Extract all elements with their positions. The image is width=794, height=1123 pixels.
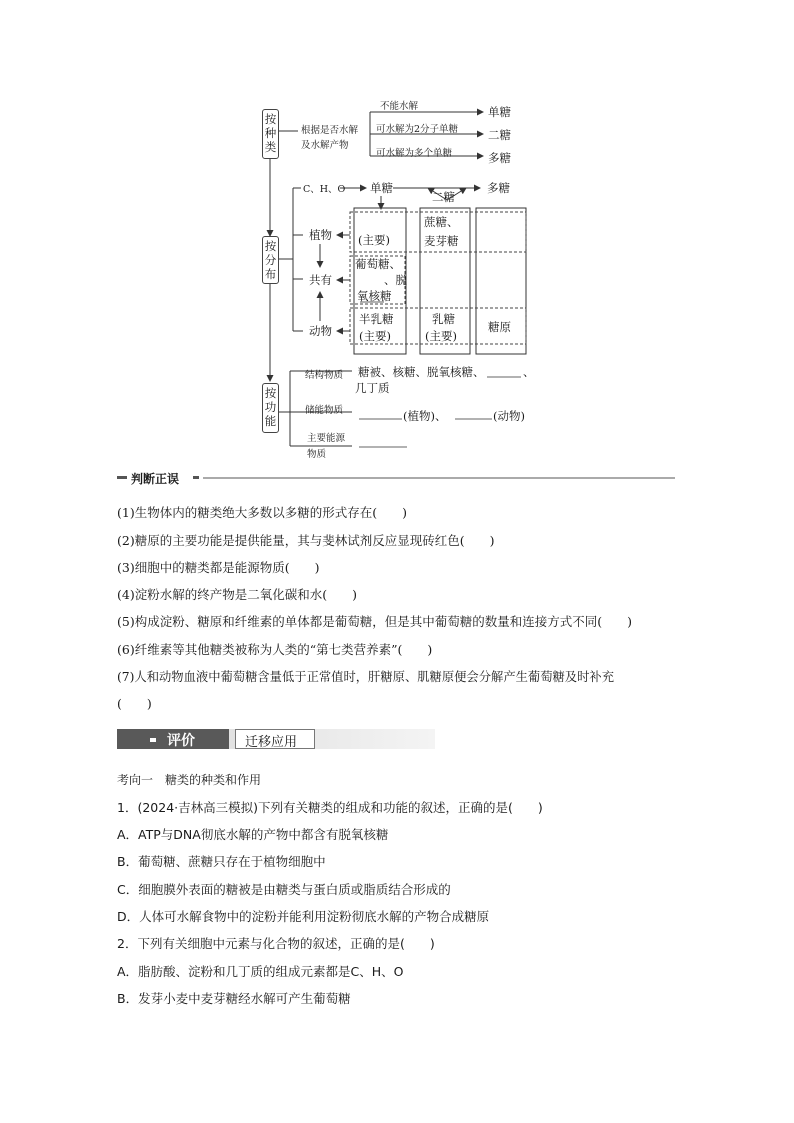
result-poly: 多糖 bbox=[488, 151, 511, 165]
common-cell-3: 氧核糖 bbox=[357, 289, 392, 303]
eval-label: 迁移应用 bbox=[245, 735, 298, 750]
plant-mono-cell: (主要) bbox=[358, 233, 390, 247]
result-di: 二糖 bbox=[488, 128, 511, 142]
func-energy-1: 主要能源 bbox=[307, 433, 346, 444]
elements-cho: C、H、O bbox=[303, 184, 346, 195]
animal-mono-cell-2: (主要) bbox=[359, 329, 391, 343]
basis-text-2: 及水解产物 bbox=[301, 140, 349, 151]
branch-no-hydrolysis: 不能水解 bbox=[380, 101, 419, 112]
eval-tag: 评价 bbox=[167, 733, 195, 749]
eval-section-bar bbox=[117, 729, 435, 749]
branch-many-mono: 可水解为多个单糖 bbox=[376, 148, 453, 159]
common-label: 共有 bbox=[309, 273, 332, 287]
judge-item-7: (7)人和动物血液中葡萄糖含量低于正常值时，肝糖原、肌糖原便会分解产生葡萄糖及时补充 bbox=[117, 670, 614, 684]
question-2-option-a: A．脂肪酸、淀粉和几丁质的组成元素都是C、H、O bbox=[117, 964, 404, 979]
func-storage: 储能物质 bbox=[305, 405, 344, 416]
question-1: 1．(2024·吉林高三模拟)下列有关糖类的组成和功能的叙述，正确的是( ) bbox=[117, 800, 543, 815]
branch-two-mono: 可水解为2分子单糖 bbox=[376, 124, 459, 135]
common-cell-1: 葡萄糖、 bbox=[355, 257, 401, 271]
func-structural-text: 糖被、核糖、脱氧核糖、 bbox=[358, 365, 485, 379]
common-cell-2: 、脱 bbox=[384, 273, 407, 287]
dist-poly: 多糖 bbox=[487, 181, 510, 195]
judge-header-rule bbox=[117, 470, 675, 486]
by-kind-label: 按 种 类 bbox=[262, 109, 279, 159]
func-storage-plant: (植物)、 bbox=[403, 409, 447, 423]
judge-item-2: (2)糖原的主要功能是提供能量，其与斐林试剂反应显现砖红色( ) bbox=[117, 533, 495, 548]
question-2: 2．下列有关细胞中元素与化合物的叙述，正确的是( ) bbox=[117, 936, 435, 951]
plant-di-cell-2: 麦芽糖 bbox=[424, 234, 459, 248]
question-1-option-b: B．葡萄糖、蔗糖只存在于植物细胞中 bbox=[117, 854, 326, 869]
judge-item-3: (3)细胞中的糖类都是能源物质( ) bbox=[117, 560, 320, 575]
question-1-option-c: C．细胞膜外表面的糖被是由糖类与蛋白质或脂质结合形成的 bbox=[117, 882, 451, 897]
plant-di-cell-1: 蔗糖、 bbox=[424, 215, 459, 229]
question-2-option-b: B．发芽小麦中麦芽糖经水解可产生葡萄糖 bbox=[117, 991, 351, 1006]
animal-di-cell-1: 乳糖 bbox=[432, 312, 455, 326]
judge-item-6: (6)纤维素等其他糖类被称为人类的“第七类营养素”( ) bbox=[117, 642, 433, 657]
animal-di-cell-2: (主要) bbox=[425, 329, 457, 343]
judge-item-4: (4)淀粉水解的终产物是二氧化碳和水( ) bbox=[117, 587, 357, 602]
judge-item-1: (1)生物体内的糖类绝大多数以多糖的形式存在( ) bbox=[117, 505, 407, 520]
animal-poly-cell: 糖原 bbox=[488, 320, 511, 334]
judge-item-5: (5)构成淀粉、糖原和纤维素的单体都是葡萄糖，但是其中葡萄糖的数量和连接方式不同( ) bbox=[117, 614, 632, 629]
animal-label: 动物 bbox=[309, 324, 332, 338]
plant-label: 植物 bbox=[309, 228, 332, 242]
judge-section-header bbox=[117, 470, 675, 486]
judge-title: 判断正误 bbox=[131, 472, 180, 486]
func-structural-chitin: 几丁质 bbox=[355, 381, 390, 395]
dist-mono: 单糖 bbox=[370, 181, 393, 195]
basis-text-1: 根据是否水解 bbox=[301, 125, 359, 136]
func-structural: 结构物质 bbox=[305, 370, 344, 381]
question-1-option-d: D．人体可水解食物中的淀粉并能利用淀粉彻底水解的产物合成糖原 bbox=[117, 909, 490, 924]
result-mono: 单糖 bbox=[488, 105, 511, 119]
animal-mono-cell-1: 半乳糖 bbox=[359, 312, 394, 326]
dist-di: 二糖 bbox=[432, 190, 455, 204]
func-storage-animal: (动物) bbox=[493, 409, 525, 423]
func-energy-2: 物质 bbox=[307, 449, 327, 460]
by-distribution-label: 按 分 布 bbox=[262, 236, 279, 284]
question-1-option-a: A．ATP与DNA彻底水解的产物中都含有脱氧核糖 bbox=[117, 827, 389, 842]
judge-item-7-cont: ( ) bbox=[117, 696, 152, 711]
eval-tag-marker bbox=[150, 738, 156, 742]
diagram-lines bbox=[0, 0, 794, 470]
func-structural-sep: 、 bbox=[523, 365, 535, 379]
by-function-label: 按 功 能 bbox=[262, 383, 279, 433]
question-direction: 考向一 糖类的种类和作用 bbox=[117, 773, 262, 787]
